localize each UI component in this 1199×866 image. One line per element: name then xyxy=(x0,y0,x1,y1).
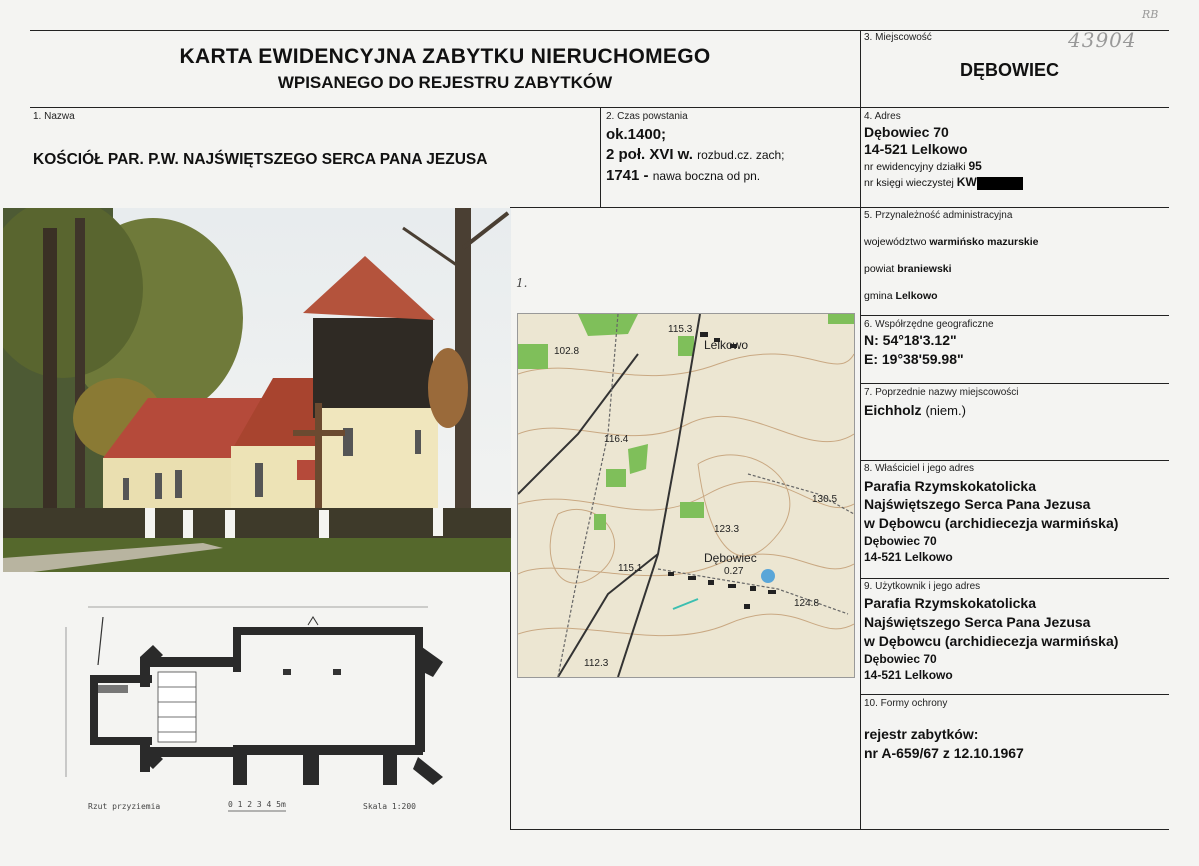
owner-line2: Najświętszego Serca Pana Jezusa xyxy=(864,496,1091,512)
map-height-6: 115.1 xyxy=(618,563,643,574)
map-label-debowiec: Dębowiec xyxy=(704,551,757,565)
protection-line1: rejestr zabytków: xyxy=(864,726,979,742)
kw-row xyxy=(864,175,1023,190)
powiat-value: braniewski xyxy=(897,263,952,275)
voivodeship-value: warmińsko mazurskie xyxy=(929,236,1039,248)
parcel-value: 95 xyxy=(968,159,982,173)
field2-label: 2. Czas powstania xyxy=(606,111,688,122)
previous-name xyxy=(864,402,966,418)
frame-col2-line xyxy=(600,107,601,207)
frame-row1-line xyxy=(510,207,1169,208)
map-height-9: 0.27 xyxy=(724,566,744,577)
parcel-label: nr ewidencyjny działki xyxy=(864,161,966,173)
frame-bottom-line xyxy=(510,829,1169,830)
topographic-map xyxy=(517,313,855,678)
map-height-4: 130.5 xyxy=(812,494,838,505)
previous-name-note: (niem.) xyxy=(925,403,966,418)
kw-label: nr księgi wieczystej xyxy=(864,177,954,189)
field7-label: 7. Poprzednie nazwy miejscowości xyxy=(864,387,1019,398)
field3-label: 3. Miejscowość xyxy=(864,32,932,43)
plan-caption-scale: 0 1 2 3 4 5m xyxy=(228,800,286,809)
gmina-value: Lelkowo xyxy=(895,290,938,302)
gmina-label: gmina xyxy=(864,290,893,302)
field4-label: 4. Adres xyxy=(864,111,901,122)
field6-label: 6. Współrzędne geograficzne xyxy=(864,319,994,330)
previous-name-bold: Eichholz xyxy=(864,402,922,418)
field9-label: 9. Użytkownik i jego adres xyxy=(864,581,981,592)
date-line2-bold: 2 poł. XVI w. xyxy=(606,146,693,163)
field1-label: 1. Nazwa xyxy=(33,111,75,122)
frame-line-6 xyxy=(860,315,1169,316)
church-photo xyxy=(3,208,511,572)
map-height-2: 102.8 xyxy=(554,346,580,357)
powiat-label: powiat xyxy=(864,263,895,275)
handwritten-number: 43904 xyxy=(1068,28,1137,52)
user-line5: 14-521 Lelkowo xyxy=(864,668,953,682)
date-line3 xyxy=(606,167,760,184)
field10-label: 10. Formy ochrony xyxy=(864,698,948,709)
map-height-7: 124.8 xyxy=(794,598,820,609)
field5-label: 5. Przynależność administracyjna xyxy=(864,210,1013,221)
owner-line5: 14-521 Lelkowo xyxy=(864,550,953,564)
coord-e: E: 19°38'59.98" xyxy=(864,351,964,367)
map-number: 1. xyxy=(516,276,528,290)
date-line1: ok.1400; xyxy=(606,126,667,143)
locality-value: DĘBOWIEC xyxy=(960,60,1059,80)
map-height-3: 116.4 xyxy=(604,434,629,445)
date-line3-bold: 1741 - xyxy=(606,167,649,184)
user-line3: w Dębowcu (archidiecezja warmińska) xyxy=(864,633,1119,649)
map-label-lelkowo: Lelkowo xyxy=(704,338,749,352)
corner-mark: RB xyxy=(1142,8,1159,21)
redaction-bar xyxy=(977,177,1023,190)
owner-line3: w Dębowcu (archidiecezja warmińska) xyxy=(864,515,1119,531)
map-height-5: 123.3 xyxy=(714,524,740,535)
date-line3-normal: nawa boczna od pn. xyxy=(652,169,761,183)
owner-line1: Parafia Rzymskokatolicka xyxy=(864,478,1036,494)
protection-line2: nr A-659/67 z 12.10.1967 xyxy=(864,745,1024,761)
date-line2 xyxy=(606,146,785,163)
user-line4: Dębowiec 70 xyxy=(864,652,937,666)
coord-n: N: 54°18'3.12" xyxy=(864,332,957,348)
address-street: Dębowiec 70 xyxy=(864,124,949,140)
map-height-1: 115.3 xyxy=(668,324,693,335)
frame-line-9 xyxy=(860,578,1169,579)
user-line2: Najświętszego Serca Pana Jezusa xyxy=(864,614,1091,630)
owner-line4: Dębowiec 70 xyxy=(864,534,937,548)
gmina-row xyxy=(864,290,938,302)
voivodeship-row xyxy=(864,236,1039,248)
kw-value: KW xyxy=(956,175,977,189)
frame-col3-line xyxy=(860,30,861,830)
map-height-8: 112.3 xyxy=(584,658,609,669)
address-postal: 14-521 Lelkowo xyxy=(864,141,968,157)
frame-top-line xyxy=(30,30,1169,31)
voivodeship-label: województwo xyxy=(864,236,927,248)
card-title: KARTA EWIDENCYJNA ZABYTKU NIERUCHOMEGO xyxy=(179,45,711,68)
frame-line-10 xyxy=(860,694,1169,695)
date-line2-normal: rozbud.cz. zach; xyxy=(697,148,785,162)
parcel-row xyxy=(864,159,982,173)
plan-caption-left: Rzut przyziemia xyxy=(88,802,161,811)
floor-plan xyxy=(58,597,458,817)
frame-line-7 xyxy=(860,383,1169,384)
monument-name: KOŚCIÓŁ PAR. P.W. NAJŚWIĘTSZEGO SERCA PANA JEZUSA xyxy=(33,151,488,168)
plan-caption-right: Skala 1:200 xyxy=(363,802,416,811)
user-line1: Parafia Rzymskokatolicka xyxy=(864,595,1036,611)
powiat-row xyxy=(864,263,952,275)
field8-label: 8. Właściciel i jego adres xyxy=(864,463,975,474)
frame-line-8 xyxy=(860,460,1169,461)
card-subtitle: WPISANEGO DO REJESTRU ZABYTKÓW xyxy=(277,73,613,92)
